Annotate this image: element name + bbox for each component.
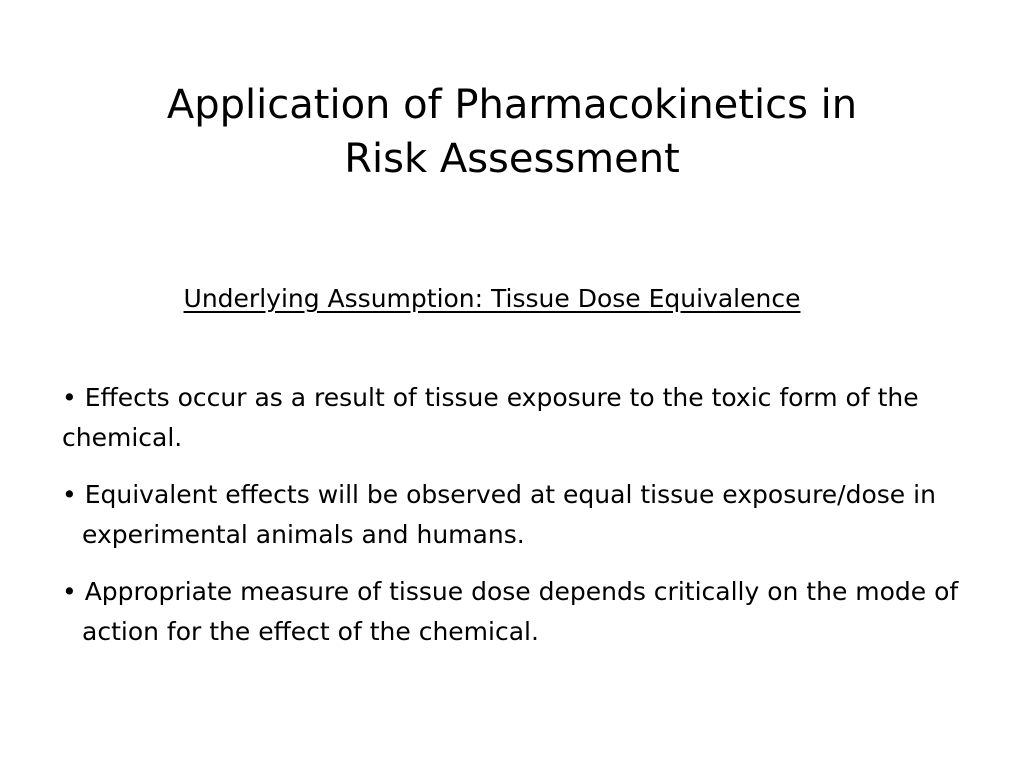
slide-title — [60, 78, 964, 186]
slide-subtitle: Underlying Assumption: Tissue Dose Equivalence — [183, 284, 801, 313]
bullet-list — [62, 378, 962, 669]
bullet-text: Equivalent effects will be observed at equal tissue exposure/dose in experimental animals and humans. — [76, 480, 936, 549]
bullet-icon: • — [62, 383, 77, 412]
bullet-item — [62, 378, 962, 458]
bullet-item — [62, 572, 962, 652]
bullet-text: Effects occur as a result of tissue exposure to the toxic form of the chemical. — [62, 383, 919, 452]
bullet-item — [62, 475, 962, 555]
bullet-icon: • — [62, 480, 77, 509]
bullet-text: Appropriate measure of tissue dose depends critically on the mode of action for the effect of the chemical. — [76, 577, 959, 646]
slide-title-line-1: Application of Pharmacokinetics in — [166, 82, 858, 128]
bullet-icon: • — [62, 577, 77, 606]
slide-title-line-2: Risk Assessment — [344, 136, 680, 182]
